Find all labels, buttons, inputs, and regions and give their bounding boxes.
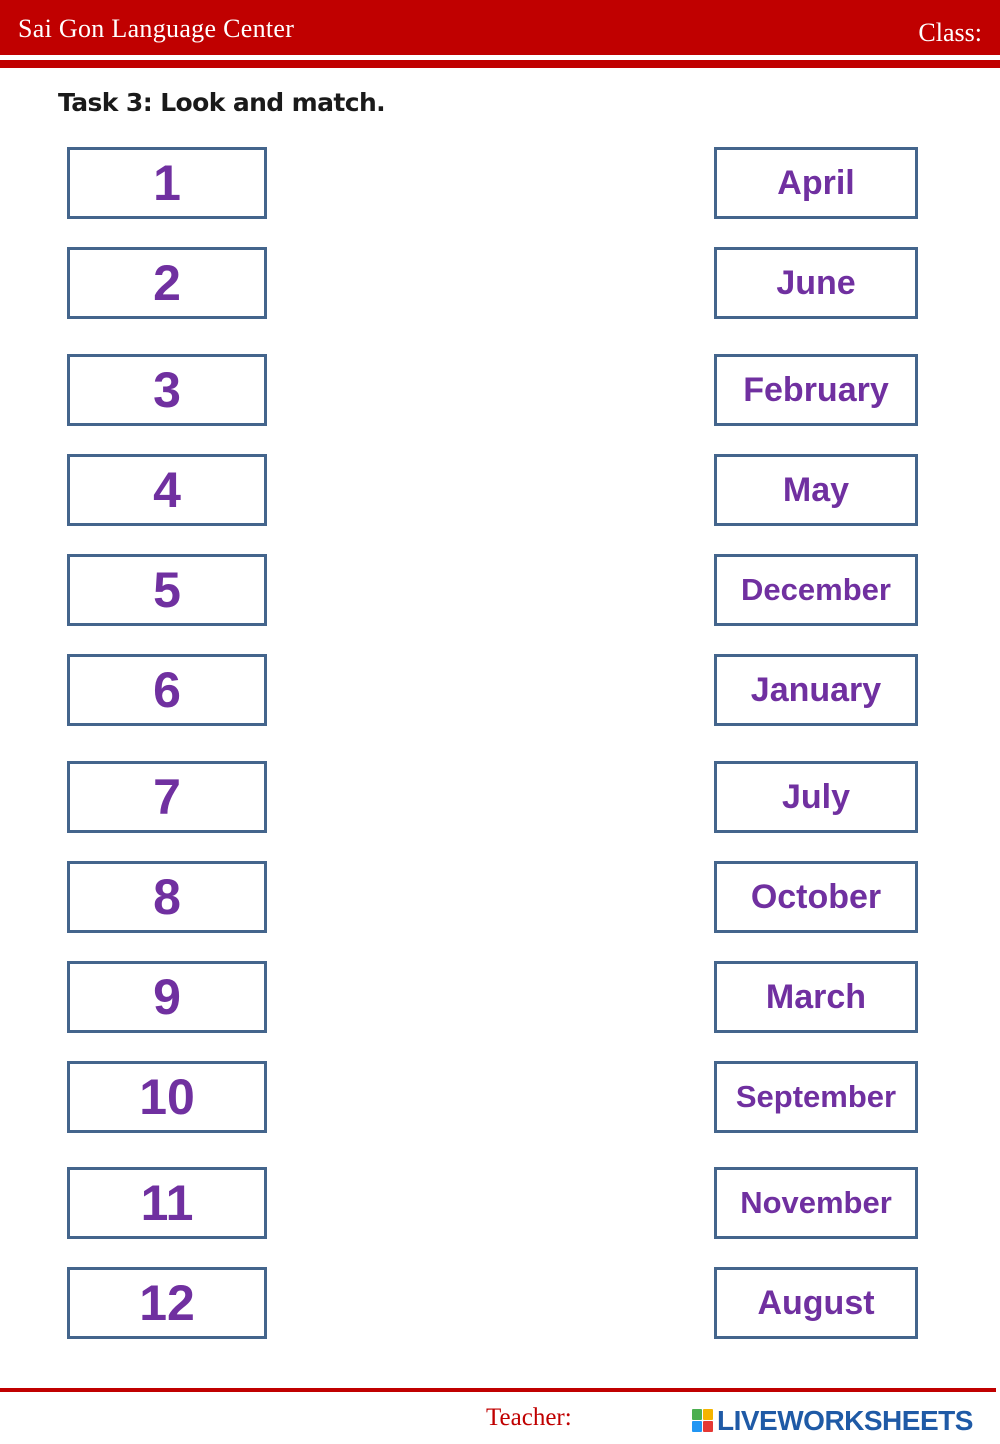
month-box[interactable]: February: [714, 354, 918, 426]
month-box[interactable]: March: [714, 961, 918, 1033]
number-box[interactable]: 1: [67, 147, 267, 219]
month-box[interactable]: May: [714, 454, 918, 526]
month-box[interactable]: July: [714, 761, 918, 833]
number-box[interactable]: 9: [67, 961, 267, 1033]
class-label: Class:: [918, 18, 982, 47]
header-divider: [0, 60, 1000, 68]
liveworksheets-logo: [692, 1405, 973, 1437]
month-box[interactable]: April: [714, 147, 918, 219]
month-box[interactable]: August: [714, 1267, 918, 1339]
month-box[interactable]: January: [714, 654, 918, 726]
month-box[interactable]: December: [714, 554, 918, 626]
month-box[interactable]: June: [714, 247, 918, 319]
footer-divider: [0, 1388, 996, 1392]
number-box[interactable]: 4: [67, 454, 267, 526]
number-box[interactable]: 7: [67, 761, 267, 833]
logo-text: LIVEWORKSHEETS: [717, 1405, 973, 1436]
number-box[interactable]: 8: [67, 861, 267, 933]
number-box[interactable]: 12: [67, 1267, 267, 1339]
number-box[interactable]: 6: [67, 654, 267, 726]
teacher-label: Teacher:: [486, 1404, 572, 1431]
number-box[interactable]: 2: [67, 247, 267, 319]
month-box[interactable]: September: [714, 1061, 918, 1133]
task-title: Task 3: Look and match.: [58, 88, 386, 117]
number-box[interactable]: 11: [67, 1167, 267, 1239]
logo-icon: [692, 1409, 714, 1433]
number-box[interactable]: 5: [67, 554, 267, 626]
number-box[interactable]: 3: [67, 354, 267, 426]
month-box[interactable]: November: [714, 1167, 918, 1239]
month-box[interactable]: October: [714, 861, 918, 933]
header-bar: [0, 0, 1000, 55]
number-box[interactable]: 10: [67, 1061, 267, 1133]
center-name: Sai Gon Language Center: [18, 14, 295, 43]
